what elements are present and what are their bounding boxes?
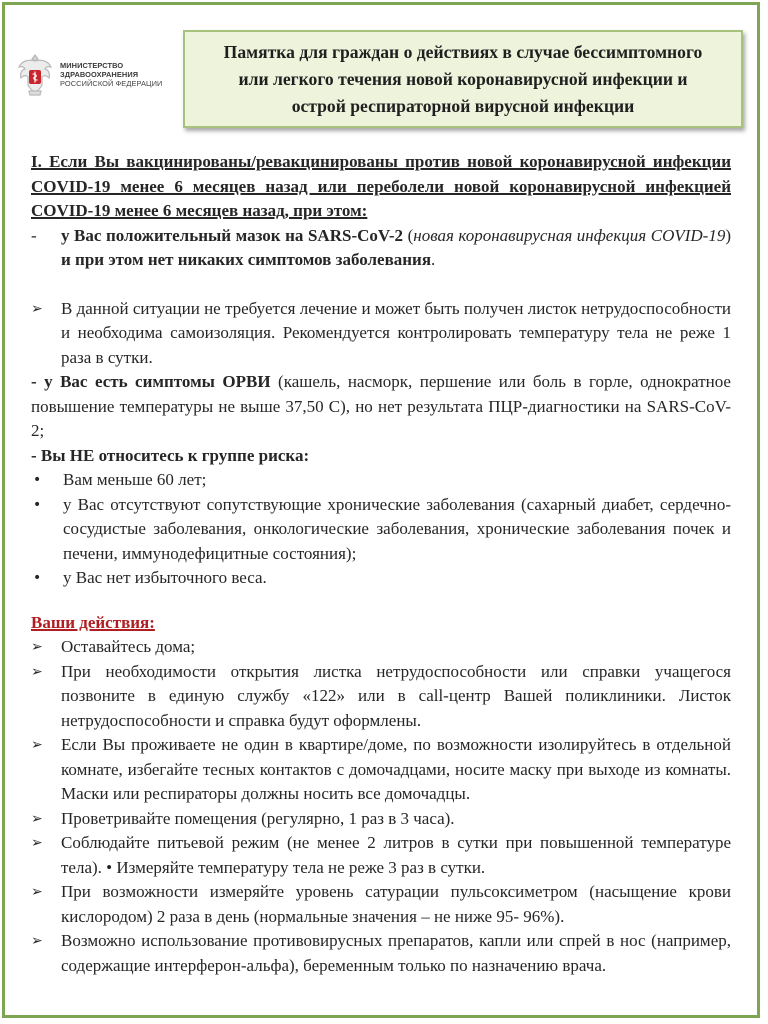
memo-body bbox=[31, 150, 731, 978]
risk-item: • Вам меньше 60 лет; bbox=[31, 468, 731, 493]
arrow-bullet-icon: ➢ bbox=[31, 884, 43, 900]
recommendation-text: В данной ситуации не требуется лечение и может быть получен листок нетрудоспособности и необходима самоизоляция. Рекомендуется контролировать температуру тела не реже 1 раза в сутки. bbox=[61, 298, 731, 367]
ministry-emblem-icon bbox=[16, 51, 54, 97]
case-2-bold: - у Вас есть симптомы ОРВИ bbox=[31, 372, 271, 391]
ministry-logo bbox=[16, 50, 176, 98]
case-positive-swab: - у Вас положительный мазок на SARS-CoV-2 (новая коронавирусная инфекция COVID-19) и при этом нет никаких симптомов заболевания. bbox=[31, 224, 731, 273]
bullet-icon: • bbox=[33, 472, 42, 488]
arrow-bullet-icon: ➢ bbox=[31, 639, 43, 655]
logo-line-2: ЗДРАВООХРАНЕНИЯ bbox=[60, 69, 139, 79]
logo-line-3: РОССИЙСКОЙ ФЕДЕРАЦИИ bbox=[60, 78, 163, 88]
page-title bbox=[224, 39, 703, 120]
bullet-icon: • bbox=[33, 570, 42, 586]
title-line-1: Памятка для граждан о действиях в случае бессимптомного bbox=[223, 41, 703, 62]
case-2-text: (кашель, насморк, першение или боль в горле, однократное повышение температуры не выше 37,50 С), но нет результата ПЦР-диагностики на SARS-CoV-2; bbox=[31, 372, 731, 440]
title-box bbox=[183, 30, 743, 128]
case-1-bold: у Вас положительный мазок на SARS-CoV-2 bbox=[61, 225, 404, 245]
action-item: ➢ Возможно использование противовирусных препаратов, капли или спрей в нос (например, содержащие интерферон-альфа), беременным только по назначению врача. bbox=[31, 929, 731, 978]
arrow-bullet-icon: ➢ bbox=[31, 810, 43, 827]
action-item: ➢ Оставайтесь дома; bbox=[31, 635, 731, 660]
recommendation-item bbox=[31, 297, 731, 371]
action-item: ➢ Проветривайте помещения (регулярно, 1 раз в 3 часа). bbox=[31, 807, 731, 832]
arrow-bullet-icon: ➢ bbox=[31, 663, 43, 680]
section-1-heading: I. Если Вы вакцинированы/ревакцинированы против новой коронавирусной инфекции COVID-19 менее 6 месяцев назад или переболели новой коронавирусной инфекцией COVID-19 менее 6 месяцев назад, при этом: bbox=[31, 152, 731, 220]
logo-line-1: МИНИСТЕРСТВО bbox=[60, 60, 124, 70]
arrow-bullet-icon: ➢ bbox=[31, 933, 43, 949]
action-item: ➢ Соблюдайте питьевой режим (не менее 2 литров в сутки при повышенной температуре тела). • Измеряйте температуру тела не реже 3 раз в сутки. bbox=[31, 831, 731, 880]
bullet-icon: • bbox=[33, 496, 42, 513]
case-arvi-symptoms bbox=[31, 370, 731, 444]
action-item: ➢ Если Вы проживаете не один в квартире/доме, по возможности изолируйтесь в отдельной комнате, избегайте тесных контактов с домочадцами, носите маску при выходе из комнаты. Маски или респираторы должны носить все домочадцы. bbox=[31, 733, 731, 807]
dash-marker: - bbox=[31, 225, 37, 245]
arrow-bullet-icon: ➢ bbox=[31, 737, 43, 753]
title-line-2: или легкого течения новой коронавирусной инфекции и bbox=[238, 68, 688, 89]
action-item: ➢ При необходимости открытия листка нетрудоспособности или справки учащегося позвоните в единую службу «122» или в call-центр Вашей поликлиники. Листок нетрудоспособности и справка будут оформлены. bbox=[31, 660, 731, 734]
risk-item: • у Вас нет избыточного веса. bbox=[31, 566, 731, 591]
case-1-italic: новая коронавирусная инфекция COVID-19 bbox=[413, 225, 726, 245]
risk-item: • у Вас отсутствуют сопутствующие хронические заболевания (сахарный диабет, сердечно-сосудистые заболевания, онкологические заболевания, хронические заболевания почек и печени, иммунодефицитные состояния); bbox=[31, 493, 731, 567]
risk-group-heading: - Вы НЕ относитесь к группе риска: bbox=[31, 445, 310, 465]
title-line-3: острой респираторной вирусной инфекции bbox=[291, 95, 635, 116]
actions-heading: Ваши действия: bbox=[31, 612, 155, 632]
arrow-bullet-icon: ➢ bbox=[31, 300, 43, 317]
case-1-no-symptoms: и при этом нет никаких симптомов заболевания bbox=[61, 250, 432, 269]
ministry-name bbox=[60, 61, 162, 88]
action-item: ➢ При возможности измеряйте уровень сатурации пульсоксиметром (насыщение крови кислородом) 2 раза в день (нормальные значения – не ниже 95- 96%). bbox=[31, 880, 731, 929]
arrow-bullet-icon: ➢ bbox=[31, 835, 43, 851]
